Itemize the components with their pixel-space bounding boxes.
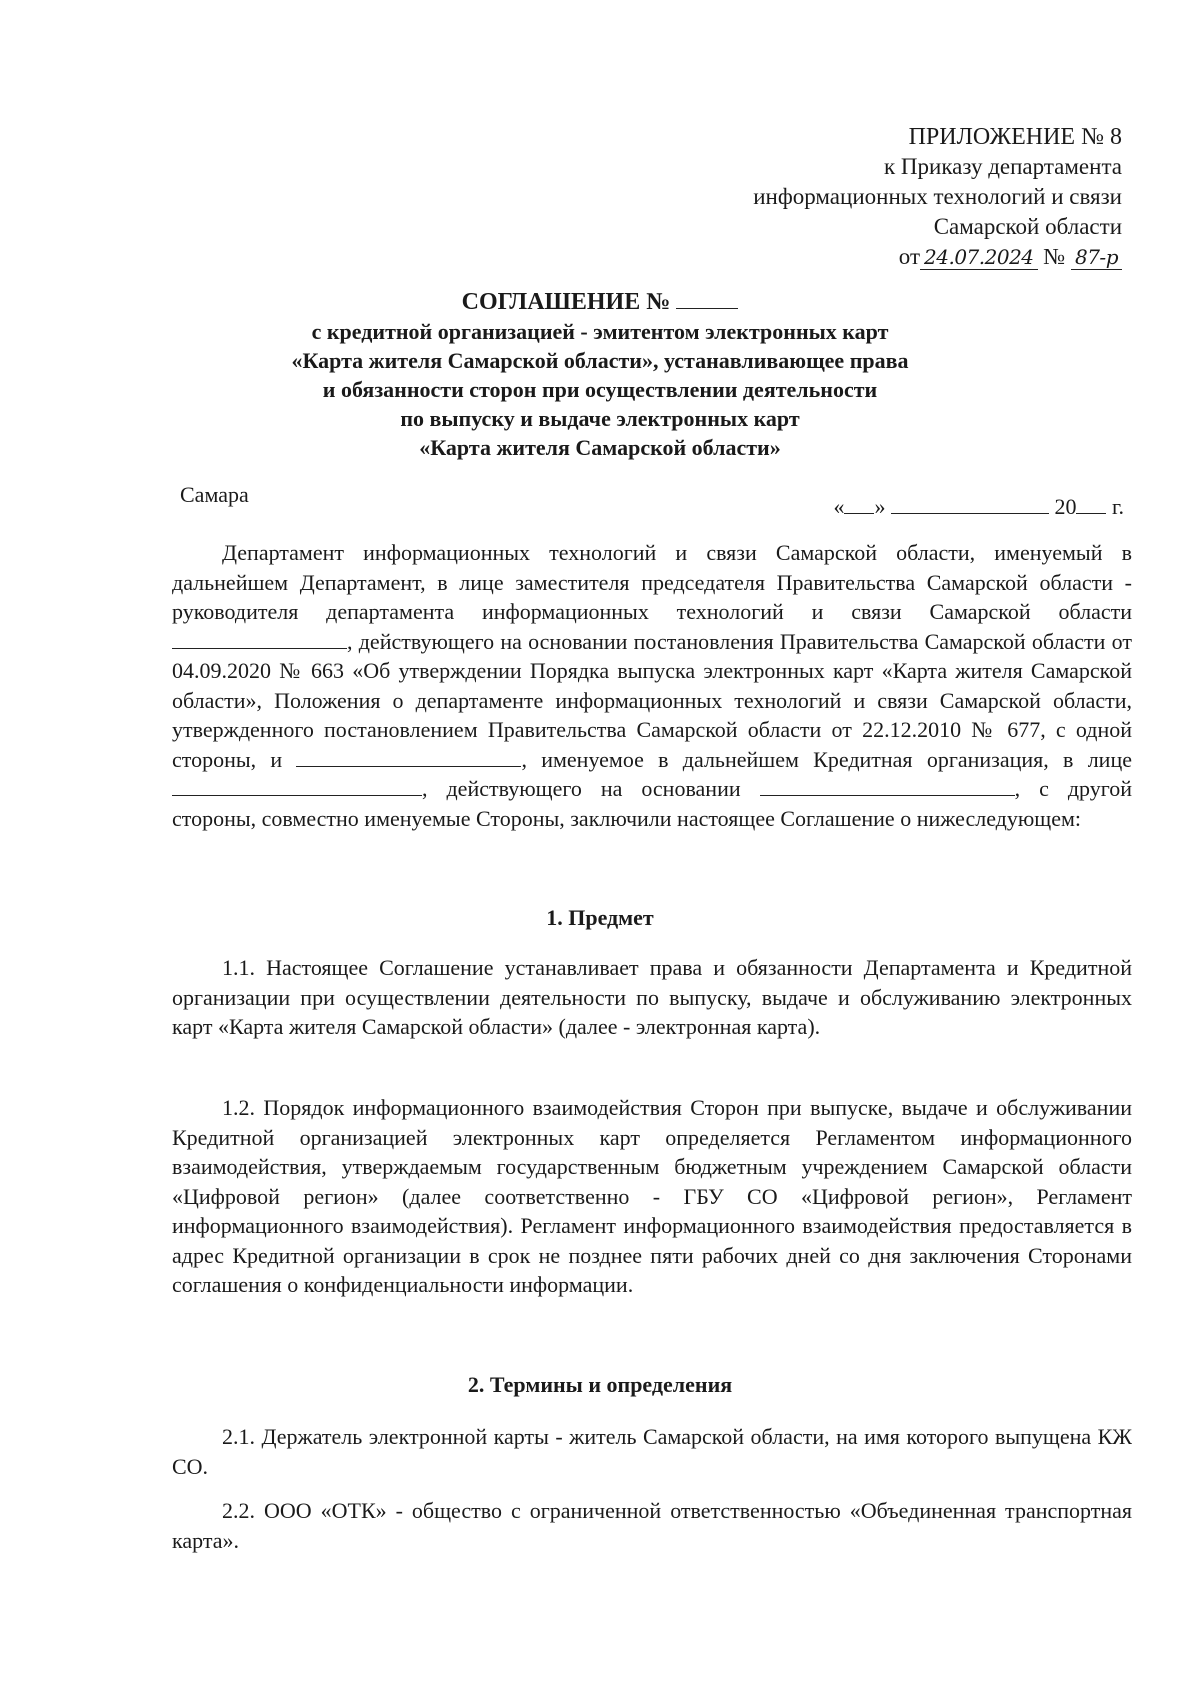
title-line-1: с кредитной организацией - эмитентом электронных карт bbox=[311, 319, 889, 344]
section-2-heading: 2. Термины и определения bbox=[467, 1372, 733, 1397]
title-line-2: «Карта жителя Самарской области», устанавливающее права bbox=[291, 348, 909, 373]
agreement-title bbox=[0, 288, 1200, 317]
month-blank bbox=[891, 493, 1049, 514]
order-prefix: от bbox=[898, 244, 921, 269]
preamble-part-5: , с другой стороны, совместно именуемые Стороны, заключили настоящее Соглашение о нижеследующем: bbox=[172, 776, 1132, 831]
appendix-header bbox=[602, 122, 1122, 272]
date-open-quote: « bbox=[833, 494, 845, 519]
agreement-number-blank bbox=[676, 288, 738, 309]
agreement-title-text: СОГЛАШЕНИЕ № bbox=[461, 289, 671, 315]
preamble-part-1: Департамент информационных технологий и связи Самарской области, именуемый в дальнейшем Департамент, в лице заместителя председателя Правительства Самарской области - руководителя департамента информационных технологий и связи Самарской области bbox=[172, 540, 1132, 624]
appendix-line-2: информационных технологий и связи bbox=[753, 184, 1122, 209]
order-date-handwritten: 24.07.2024 bbox=[920, 245, 1038, 270]
official-name-blank bbox=[172, 628, 347, 649]
clause-2-1-text: 2.1. Держатель электронной карты - житель Самарской области, на имя которого выпущена КЖ СО. bbox=[172, 1424, 1132, 1479]
date-close-quote: » bbox=[874, 494, 886, 519]
clause-1-1-text: 1.1. Настоящее Соглашение устанавливает права и обязанности Департамента и Кредитной организации при осуществлении деятельности по выпуску, выдаче и обслуживанию электронных карт «Карта жителя Самарской области» (далее - электронная карта). bbox=[172, 955, 1132, 1039]
clause-1-2-text: 1.2. Порядок информационного взаимодействия Сторон при выпуске, выдаче и обслуживании Кредитной организацией электронных карт определяется Регламентом информационного взаимодействия, утверждаемым государственным бюджетным учреждением Самарской области «Цифровой регион» (далее соответственно - ГБУ СО «Цифровой регион», Регламент информационного взаимодействия). Регламент информационного взаимодействия предоставляется в адрес Кредитной организации в срок не позднее пяти рабочих дней со дня заключения Сторонами соглашения о конфиденциальности информации. bbox=[172, 1095, 1132, 1297]
year-blank bbox=[1076, 493, 1106, 514]
appendix-number: ПРИЛОЖЕНИЕ № 8 bbox=[908, 124, 1122, 150]
bank-name-blank bbox=[296, 746, 521, 767]
representative-blank bbox=[172, 775, 422, 796]
clause-1-2 bbox=[172, 1093, 1132, 1300]
year-prefix: 20 bbox=[1054, 494, 1077, 519]
clause-2-2 bbox=[172, 1496, 1132, 1555]
order-number-handwritten: 87-р bbox=[1071, 245, 1122, 270]
clause-1-1 bbox=[172, 953, 1132, 1042]
title-line-5: «Карта жителя Самарской области» bbox=[419, 435, 781, 460]
authority-basis-blank bbox=[760, 775, 1015, 796]
clause-2-1 bbox=[172, 1422, 1132, 1481]
section-1-heading: 1. Предмет bbox=[546, 905, 654, 930]
appendix-line-3: Самарской области bbox=[933, 214, 1122, 239]
year-suffix: г. bbox=[1111, 494, 1124, 519]
order-number-prefix: № bbox=[1043, 244, 1066, 269]
appendix-line-1: к Приказу департамента bbox=[883, 154, 1122, 179]
clause-2-2-text: 2.2. ООО «ОТК» - общество с ограниченной ответственностью «Объединенная транспортная карта». bbox=[172, 1498, 1132, 1553]
agreement-title-block bbox=[0, 288, 1200, 462]
preamble bbox=[172, 538, 1132, 833]
place-of-signing: Самара bbox=[180, 482, 249, 507]
preamble-part-2: , действующего на основании постановления Правительства Самарской области от 04.09.2020 № 663 «Об утверждении Порядка выпуска электронных карт «Карта жителя Самарской области», Положения о департаменте информационных технологий и связи Самарской области, утвержденного постановлением Правительства Самарской области от 22.12.2010 № 677, с одной стороны, и bbox=[172, 628, 1132, 772]
title-line-3: и обязанности сторон при осуществлении деятельности bbox=[322, 377, 878, 402]
preamble-paragraph bbox=[172, 538, 1132, 833]
agreement-date bbox=[833, 493, 1124, 520]
preamble-part-3: , именуемое в дальнейшем Кредитная организация, в лице bbox=[521, 746, 1132, 772]
order-reference bbox=[899, 242, 1122, 272]
title-line-4: по выпуску и выдаче электронных карт bbox=[400, 406, 800, 431]
preamble-part-4: , действующего на основании bbox=[422, 776, 741, 801]
day-blank bbox=[844, 493, 874, 514]
